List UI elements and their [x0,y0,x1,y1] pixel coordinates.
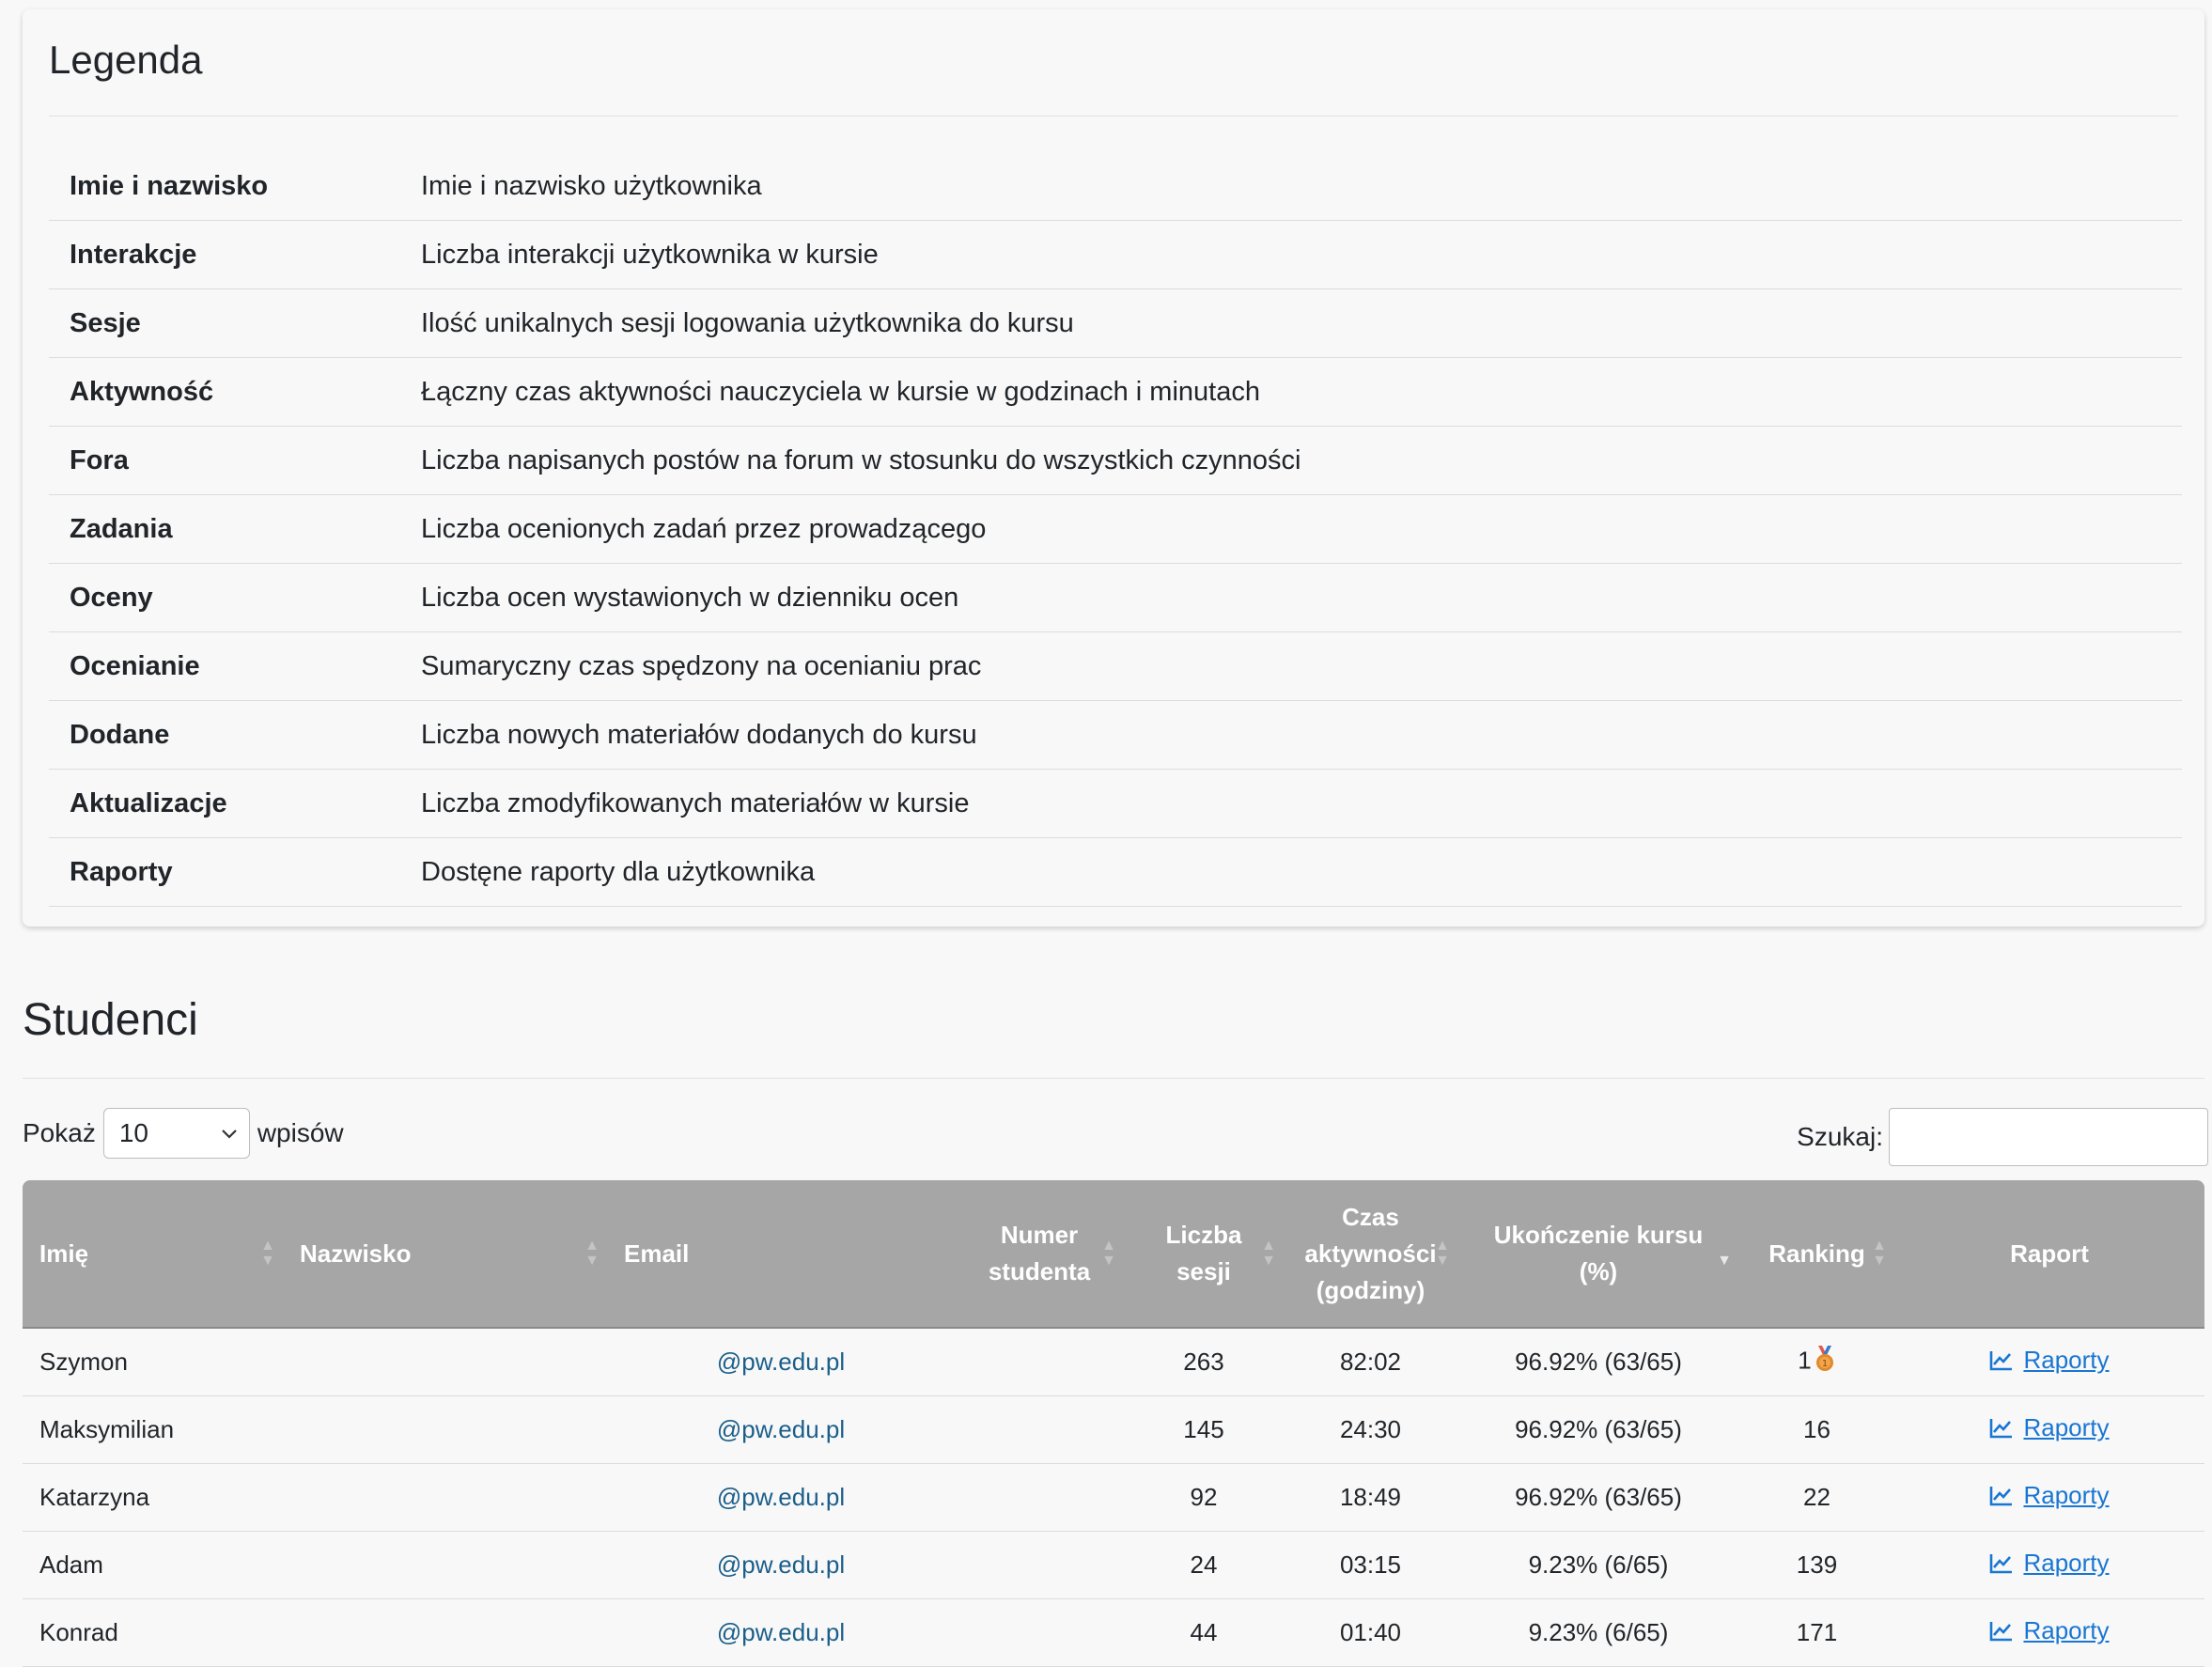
report-link[interactable]: Raporty [1989,1616,2109,1645]
column-header-completion[interactable]: Ukończenie kursu (%) ▼ [1457,1180,1739,1328]
cell-activity-time: 24:30 [1284,1396,1457,1464]
legend-row [49,289,2182,358]
legend-desc: Łączny czas aktywności nauczyciela w kursie w godzinach i minutach [400,358,2182,427]
cell-email[interactable]: @pw.edu.pl [607,1464,955,1532]
chart-line-icon [1989,1620,2014,1643]
cell-activity-time: 82:02 [1284,1328,1457,1396]
cell-completion: 96.92% (63/65) [1457,1396,1739,1464]
legend-desc: Liczba ocenionych zadań przez prowadzącego [400,495,2182,564]
report-link[interactable]: Raporty [1989,1346,2109,1375]
cell-activity-time: 03:15 [1284,1532,1457,1599]
entries-per-page-select[interactable] [103,1108,250,1159]
sort-icon: ▲ ▼ [584,1238,600,1269]
legend-term: Raporty [49,838,400,907]
legend-term: Interakcje [49,221,400,289]
sort-icon: ▲ ▼ [1101,1238,1116,1269]
cell-completion: 96.92% (63/65) [1457,1328,1739,1396]
legend-term: Dodane [49,701,400,770]
cell-last-name [283,1599,607,1667]
chart-line-icon [1989,1552,2014,1575]
cell-report [1894,1396,2204,1464]
legend-desc: Liczba zmodyfikowanych materiałów w kursie [400,770,2182,838]
ranking-value: 1 [1798,1346,1812,1375]
cell-completion: 96.92% (63/65) [1457,1464,1739,1532]
table-row [23,1396,2204,1464]
cell-email[interactable]: @pw.edu.pl [607,1328,955,1396]
cell-first-name: Szymon [23,1328,283,1396]
legend-desc: Liczba nowych materiałów dodanych do kursu [400,701,2182,770]
cell-student-number [955,1464,1124,1532]
sort-icon: ▲ ▼ [1261,1238,1276,1269]
cell-report [1894,1328,2204,1396]
cell-sessions: 24 [1124,1532,1284,1599]
table-row [23,1328,2204,1396]
cell-report [1894,1599,2204,1667]
cell-sessions: 263 [1124,1328,1284,1396]
cell-completion: 9.23% (6/65) [1457,1599,1739,1667]
cell-activity-time: 01:40 [1284,1599,1457,1667]
legend-table [49,152,2182,907]
legend-term: Aktualizacje [49,770,400,838]
cell-student-number [955,1396,1124,1464]
chart-line-icon [1989,1349,2014,1372]
legend-term: Ocenianie [49,632,400,701]
legend-desc: Liczba interakcji użytkownika w kursie [400,221,2182,289]
legend-term: Zadania [49,495,400,564]
legend-desc: Liczba napisanych postów na forum w stosunku do wszystkich czynności [400,427,2182,495]
cell-student-number [955,1532,1124,1599]
table-row [23,1464,2204,1532]
search-control [1797,1107,2208,1167]
legend-desc: Imie i nazwisko użytkownika [400,152,2182,221]
students-divider [23,1078,2204,1079]
cell-last-name [283,1464,607,1532]
legend-desc: Ilość unikalnych sesji logowania użytkownika do kursu [400,289,2182,358]
chevron-down-icon [221,1121,238,1145]
column-header-last-name[interactable]: Nazwisko ▲ ▼ [283,1180,607,1328]
cell-ranking: 139 [1739,1532,1894,1599]
chart-line-icon [1989,1417,2014,1440]
legend-term: Sesje [49,289,400,358]
report-link[interactable]: Raporty [1989,1413,2109,1442]
cell-completion: 9.23% (6/65) [1457,1532,1739,1599]
length-prefix-label: Pokaż [23,1118,96,1147]
legend-term: Fora [49,427,400,495]
cell-first-name: Katarzyna [23,1464,283,1532]
legend-desc: Sumaryczny czas spędzony na ocenianiu prac [400,632,2182,701]
legend-row [49,701,2182,770]
sort-desc-icon: ▼ [1717,1253,1732,1269]
cell-sessions: 145 [1124,1396,1284,1464]
svg-text:1: 1 [1821,1359,1828,1369]
legend-row [49,564,2182,632]
column-header-student-number[interactable]: Numer studenta ▲ ▼ [955,1180,1124,1328]
column-header-ranking[interactable]: Ranking ▲ ▼ [1739,1180,1894,1328]
sort-icon: ▲ ▼ [260,1238,275,1269]
cell-student-number [955,1599,1124,1667]
cell-first-name: Adam [23,1532,283,1599]
column-header-sessions[interactable]: Liczba sesji ▲ ▼ [1124,1180,1284,1328]
medal-icon [1814,1346,1836,1379]
legend-row [49,632,2182,701]
legend-row [49,427,2182,495]
legend-title: Legenda [49,38,203,82]
cell-email[interactable]: @pw.edu.pl [607,1599,955,1667]
legend-desc: Liczba ocen wystawionych w dzienniku ocen [400,564,2182,632]
cell-last-name [283,1396,607,1464]
cell-email[interactable]: @pw.edu.pl [607,1396,955,1464]
legend-term: Oceny [49,564,400,632]
cell-last-name [283,1328,607,1396]
legend-row [49,838,2182,907]
legend-row [49,358,2182,427]
legend-divider [49,116,2178,117]
table-row [23,1599,2204,1667]
cell-student-number [955,1328,1124,1396]
table-header-row [23,1180,2204,1328]
table-row [23,1532,2204,1599]
legend-term: Imie i nazwisko [49,152,400,221]
cell-last-name [283,1532,607,1599]
legend-row [49,152,2182,221]
cell-ranking: 22 [1739,1464,1894,1532]
cell-sessions: 44 [1124,1599,1284,1667]
cell-ranking [1739,1328,1894,1396]
cell-first-name: Maksymilian [23,1396,283,1464]
students-table [23,1180,2204,1667]
cell-sessions: 92 [1124,1464,1284,1532]
column-header-report: Raport [1894,1180,2204,1328]
column-header-first-name[interactable]: Imię ▲ ▼ [23,1180,283,1328]
report-link[interactable]: Raporty [1989,1481,2109,1510]
legend-row [49,770,2182,838]
report-link[interactable]: Raporty [1989,1549,2109,1578]
cell-ranking: 16 [1739,1396,1894,1464]
sort-icon: ▲ ▼ [1435,1238,1450,1269]
cell-email[interactable]: @pw.edu.pl [607,1532,955,1599]
search-label: Szukaj: [1797,1122,1883,1151]
legend-row [49,495,2182,564]
entries-per-page-value: 10 [118,1118,148,1147]
students-title: Studenci [23,995,198,1045]
length-suffix-label: wpisów [257,1118,344,1147]
chart-line-icon [1989,1485,2014,1507]
column-header-activity-time[interactable]: Czas aktywności (godziny) ▲ ▼ [1284,1180,1457,1328]
cell-report [1894,1464,2204,1532]
entries-length-control [23,1107,344,1160]
sort-icon: ▲ ▼ [1872,1238,1887,1269]
legend-card [23,9,2204,927]
legend-row [49,221,2182,289]
cell-first-name: Konrad [23,1599,283,1667]
column-header-email[interactable]: Email [607,1180,955,1328]
cell-report [1894,1532,2204,1599]
search-input[interactable] [1889,1108,2208,1166]
cell-activity-time: 18:49 [1284,1464,1457,1532]
legend-term: Aktywność [49,358,400,427]
legend-desc: Dostęne raporty dla użytkownika [400,838,2182,907]
cell-ranking: 171 [1739,1599,1894,1667]
